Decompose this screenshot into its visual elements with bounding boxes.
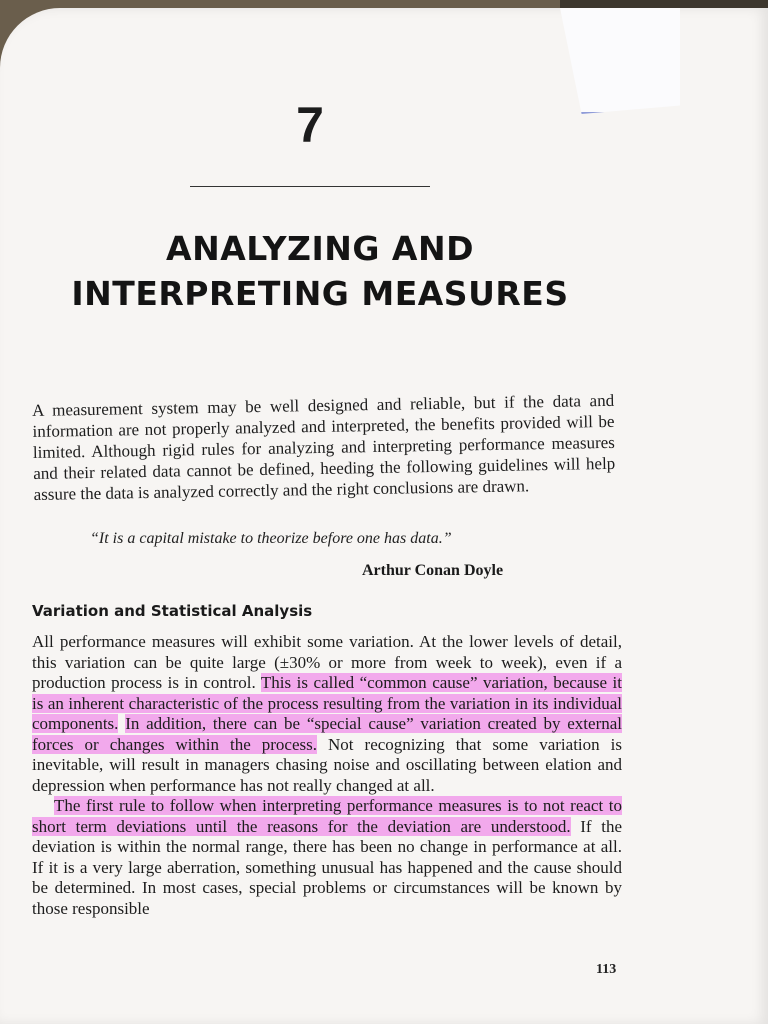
highlighted-text: This is called “common cause” variation, because it is an inherent characteristic of the process resulting from the variation in its individual components.: [32, 673, 622, 733]
epigraph-author: Arthur Conan Doyle: [362, 562, 504, 579]
chapter-title-line1: ANALYZING AND: [166, 229, 474, 268]
highlighted-text: The first rule to follow when interpreting performance measures is to not react to short term deviations until the reasons for the deviation are understood.: [32, 796, 622, 836]
highlighted-text: In addition, there can be “special cause” variation created by external forces or changes within the process.: [32, 714, 622, 754]
section-body: [32, 632, 622, 919]
epigraph-quote: “It is a capital mistake to theorize before one has data.”: [90, 530, 452, 547]
paragraph-1: [32, 632, 622, 796]
page-number: 113: [596, 962, 617, 977]
chapter-divider: [190, 186, 430, 187]
intro-paragraph: A measurement system may be well designed and reliable, but if the data and information are not properly analyzed and interpreted, the benefits provided will be limited. Although rigid rules for analyzing and interpreting performance measures and their related data cannot be defined, heeding the following guidelines will help assure the data is analyzed correctly and the right conclusions are drawn.: [32, 390, 616, 504]
text-run: If the deviation is within the normal range, there has been no change in performance at all. If it is a very large aberration, something unusual has happened and the cause should be determined. In most cases, special problems or circumstances will be known by those responsible: [32, 816, 622, 918]
chapter-title: [30, 226, 610, 316]
chapter-title-line2: INTERPRETING MEASURES: [71, 274, 569, 313]
book-page: [0, 8, 768, 1024]
paragraph-2: [32, 796, 622, 919]
section-heading: Variation and Statistical Analysis: [32, 602, 313, 620]
text-run: Not recognizing that some variation is inevitable, will result in managers chasing noise and oscillating between elation and depression when performance has not really changed at all.: [32, 734, 622, 795]
chapter-number: 7: [296, 97, 324, 153]
text-run: All performance measures will exhibit some variation. At the lower levels of detail, this variation can be quite large (±30% or more from week to week), even if a production process is in control.: [32, 632, 622, 692]
